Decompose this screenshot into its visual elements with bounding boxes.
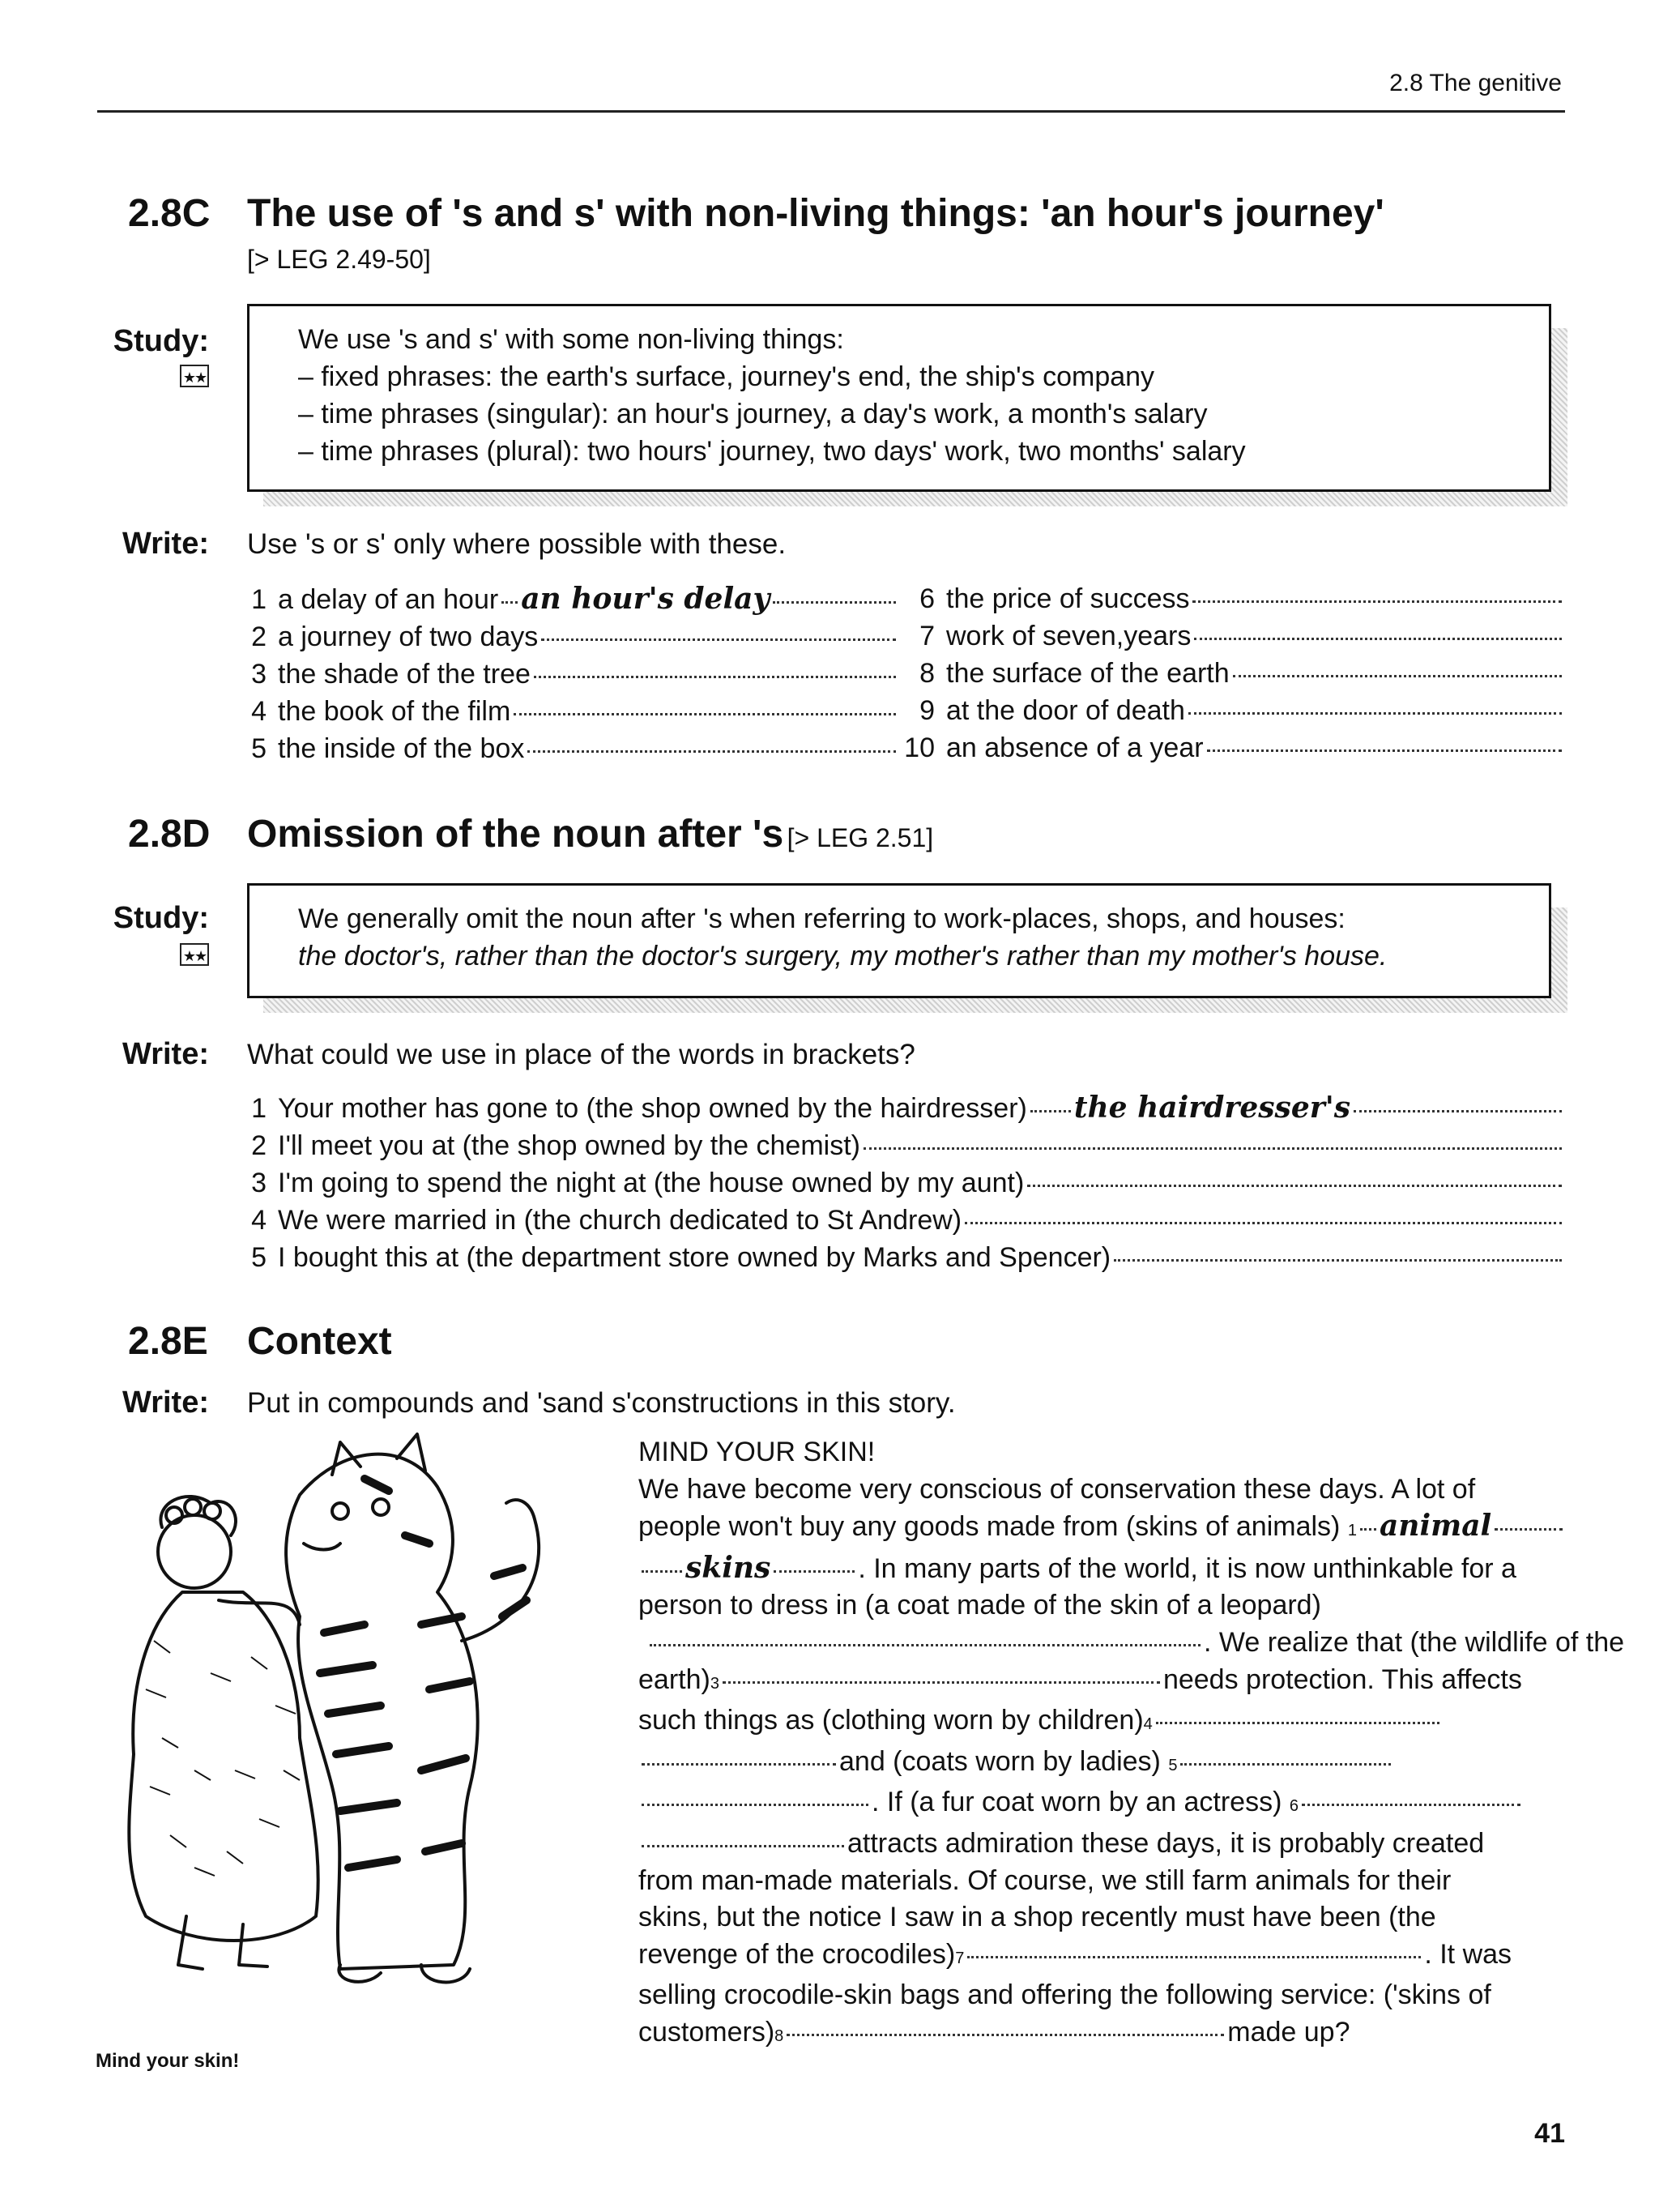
section-2-8d-ref: [> LEG 2.51]	[787, 823, 934, 852]
exercise-item[interactable]: 1 a delay of an hour an hour's delay	[247, 580, 899, 618]
story-line[interactable]: revenge of the crocodiles) 7 . It was	[638, 1938, 1512, 1970]
story-line: We have become very conscious of conservation these days. A lot of	[638, 1473, 1476, 1505]
study-line: We generally omit the noun after 's when referring to work-places, shops, and houses:	[298, 903, 1346, 934]
story-line[interactable]: such things as (clothing worn by children) 4	[638, 1702, 1566, 1744]
exercise-item[interactable]: 5 the inside of the box	[247, 730, 899, 767]
story-line[interactable]: earth) 3 needs protection. This affects	[638, 1663, 1522, 1695]
running-head: 2.8 The genitive	[1389, 70, 1562, 96]
illustration-caption: Mind your skin!	[96, 2050, 240, 2072]
study-box-2-8c	[247, 304, 1551, 492]
exercise-item[interactable]: 8 the surface of the earth	[901, 655, 1565, 692]
handwritten-answer: skins	[685, 1550, 771, 1585]
section-2-8c-ref: [> LEG 2.49-50]	[247, 245, 431, 274]
write-label-2-8d: Write:	[122, 1037, 209, 1071]
difficulty-stars-icon: ★★	[180, 365, 209, 387]
instruction-2-8e: Put in compounds and 'sand s'constructions in this story.	[247, 1387, 956, 1419]
difficulty-stars-icon: ★★	[180, 943, 209, 966]
story-line[interactable]: skins . In many parts of the world, it is now unthinkable for a	[638, 1550, 1566, 1588]
section-2-8e-title: Context	[247, 1320, 392, 1363]
handwritten-answer: the hairdresser's	[1073, 1091, 1350, 1125]
story-line[interactable]: customers) 8 made up?	[638, 2016, 1350, 2048]
exercise-item[interactable]: 10 an absence of a year	[901, 729, 1565, 767]
exercise-right-column	[901, 580, 1565, 767]
exercise-item[interactable]: 3 I'm going to spend the night at (the house owned by my aunt)	[247, 1164, 1565, 1202]
study-box-2-8d	[247, 883, 1551, 998]
story-text	[638, 1434, 1625, 2056]
section-2-8d-heading	[247, 812, 933, 856]
story-line: selling crocodile-skin bags and offering the following service: ('skins of	[638, 1979, 1491, 2011]
story-line: skins, but the notice I saw in a shop recently must have been (the	[638, 1902, 1436, 1933]
exercise-item[interactable]: 3 the shade of the tree	[247, 655, 899, 693]
study-label-2-8c: Study:	[113, 324, 209, 358]
study-line: the doctor's, rather than the doctor's surgery, my mother's rather than my mother's house.	[298, 941, 1388, 971]
write-label-2-8e: Write:	[122, 1386, 209, 1420]
exercise-left-column	[247, 580, 899, 767]
study-line: We use 's and s' with some non-living things:	[298, 324, 844, 355]
section-2-8d-title: Omission of the noun after 's	[247, 813, 784, 856]
exercise-item[interactable]: 7 work of seven,years	[901, 617, 1565, 655]
exercise-item[interactable]: 4 the book of the film	[247, 693, 899, 730]
exercise-item[interactable]: 9 at the door of death	[901, 692, 1565, 729]
story-line: from man-made materials. Of course, we still farm animals for their	[638, 1864, 1452, 1896]
section-2-8c-title: The use of 's and s' with non-living things: 'an hour's journey'	[247, 192, 1384, 235]
study-line: – time phrases (plural): two hours' journey, two days' work, two months' salary	[298, 436, 1246, 467]
study-line: – fixed phrases: the earth's surface, journey's end, the ship's company	[298, 361, 1155, 392]
study-label-2-8d: Study:	[113, 901, 209, 935]
exercise-item[interactable]: 5 I bought this at (the department store owned by Marks and Spencer)	[247, 1239, 1565, 1276]
header-rule	[97, 110, 1565, 113]
illustration-lady-and-tiger	[97, 1430, 575, 1997]
story-line[interactable]: . If (a fur coat worn by an actress) 6	[638, 1784, 1566, 1826]
exercise-item[interactable]: 2 a journey of two days	[247, 618, 899, 655]
exercise-item[interactable]: 4 We were married in (the church dedicated to St Andrew)	[247, 1202, 1565, 1239]
story-line[interactable]: . We realize that (the wildlife of the	[638, 1625, 1566, 1662]
exercise-item[interactable]: 6 the price of success	[901, 580, 1565, 617]
handwritten-answer: an hour's delay	[521, 582, 770, 616]
exercise-2-8d	[247, 1089, 1565, 1276]
story-line: people won't buy any goods made from (skins of animals) 1 animal	[638, 1508, 1566, 1550]
write-label-2-8c: Write:	[122, 527, 209, 561]
section-2-8e-number: 2.8E	[128, 1320, 208, 1363]
exercise-item[interactable]: 1 Your mother has gone to (the shop owned by the hairdresser) the hairdresser's	[247, 1089, 1565, 1127]
handwritten-answer: animal	[1379, 1509, 1492, 1544]
story-line[interactable]: attracts admiration these days, it is probably created	[638, 1826, 1566, 1863]
story-line: person to dress in (a coat made of the skin of a leopard)	[638, 1590, 1321, 1621]
instruction-2-8d: What could we use in place of the words in brackets?	[247, 1039, 915, 1070]
study-line: – time phrases (singular): an hour's journey, a day's work, a month's salary	[298, 399, 1208, 429]
section-2-8d-number: 2.8D	[128, 813, 211, 856]
section-2-8c-number: 2.8C	[128, 192, 211, 235]
story-line[interactable]: and (coats worn by ladies) 5	[638, 1744, 1566, 1785]
page-number: 41	[1534, 2118, 1565, 2149]
story-title: MIND YOUR SKIN!	[638, 1437, 876, 1467]
exercise-item[interactable]: 2 I'll meet you at (the shop owned by the chemist)	[247, 1127, 1565, 1164]
instruction-2-8c: Use 's or s' only where possible with these.	[247, 528, 787, 560]
